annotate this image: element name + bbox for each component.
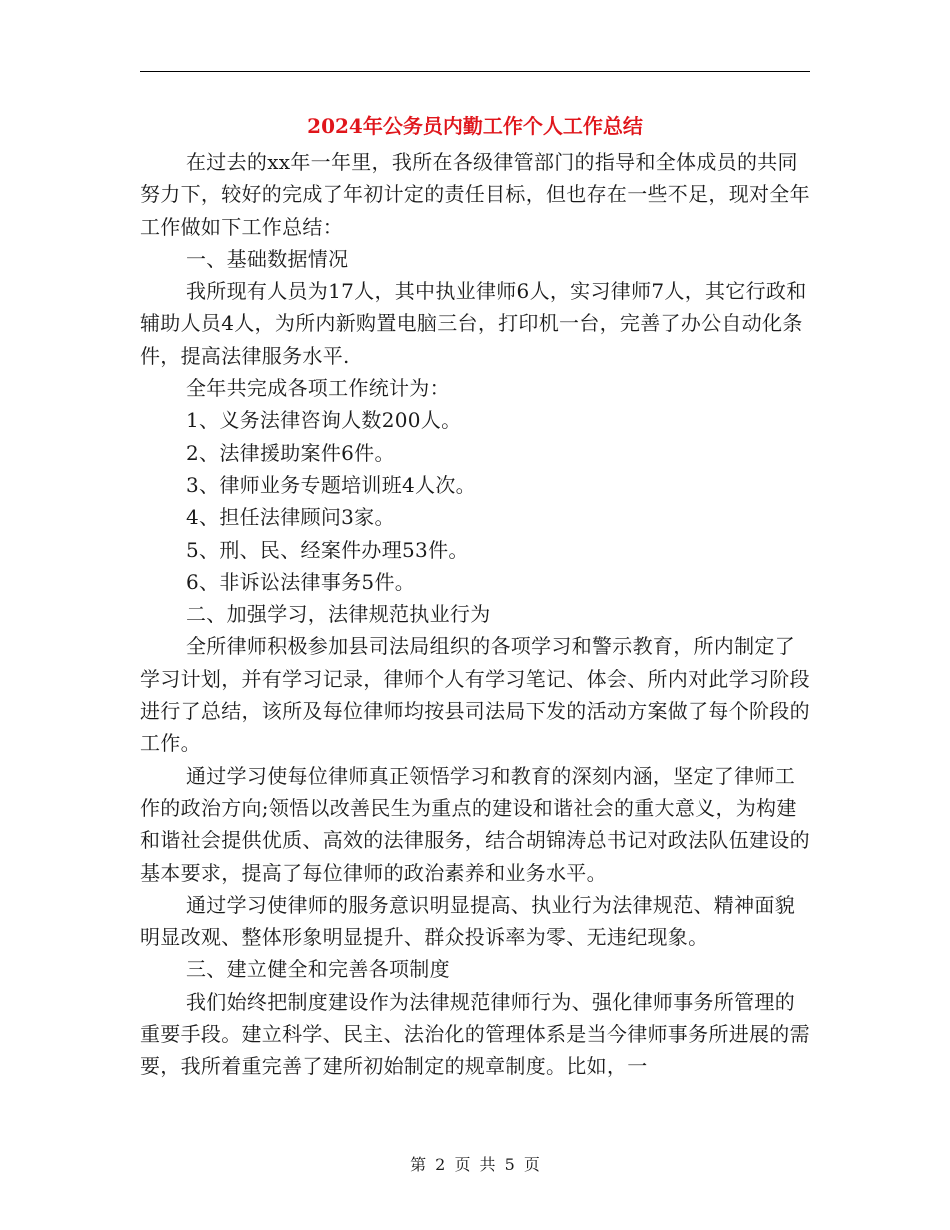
paragraph-stats-intro: 全年共完成各项工作统计为： bbox=[186, 376, 450, 401]
document-title: 2024年公务员内勤工作个人工作总结 bbox=[307, 114, 643, 138]
paragraph-intro: 在过去的xx年一年里，我所在各级律管部门的指导和全体成员的共同努力下，较好的完成了年初计定的责任目标，但也存在一些不足，现对全年工作做如下工作总结： bbox=[140, 150, 810, 239]
list-item-legal-aid: 2、法律援助案件6件。 bbox=[186, 440, 395, 465]
list-item-training: 3、律师业务专题培训班4人次。 bbox=[186, 472, 476, 497]
list-item-legal-advisor: 4、担任法律顾问3家。 bbox=[186, 505, 395, 530]
paragraph-study-plan: 全所律师积极参加县司法局组织的各项学习和警示教育，所内制定了学习计划，并有学习记录，律师个人有学习笔记、体会、所内对此学习阶段进行了总结，该所及每位律师均按县司法局下发的活动方案做了每个阶段的工作。 bbox=[140, 634, 810, 756]
page-number-footer: 第 2 页 共 5 页 bbox=[410, 1155, 540, 1174]
section-heading-systems: 三、建立健全和完善各项制度 bbox=[186, 957, 450, 982]
section-heading-study: 二、加强学习，法律规范执业行为 bbox=[186, 602, 491, 627]
list-item-consultation: 1、义务法律咨询人数200人。 bbox=[186, 408, 462, 433]
list-item-cases: 5、刑、民、经案件办理53件。 bbox=[186, 537, 469, 562]
section-heading-basic-data: 一、基础数据情况 bbox=[186, 246, 349, 271]
paragraph-staff: 我所现有人员为17人，其中执业律师6人，实习律师7人，其它行政和辅助人员4人，为所内新购置电脑三台，打印机一台，完善了办公自动化条件，提高法律服务水平. bbox=[140, 279, 807, 368]
paragraph-study-result: 通过学习使律师的服务意识明显提高、执业行为法律规范、精神面貌明显改观、整体形象明显提升、群众投诉率为零、无违纪现象。 bbox=[140, 892, 795, 950]
document-body bbox=[140, 146, 812, 1083]
paragraph-systems: 我们始终把制度建设作为法律规范律师行为、强化律师事务所管理的重要手段。建立科学、民主、法治化的管理体系是当今律师事务所进展的需要，我所着重完善了建所初始制定的规章制度。比如，一 bbox=[140, 989, 810, 1079]
list-item-non-litigation: 6、非诉讼法律事务5件。 bbox=[186, 569, 416, 594]
header-rule bbox=[140, 71, 810, 72]
paragraph-study-effect: 通过学习使每位律师真正领悟学习和教育的深刻内涵，坚定了律师工作的政治方向;领悟以改善民生为重点的建设和谐社会的重大意义，为构建和谐社会提供优质、高效的法律服务，结合胡锦涛总书记对政法队伍建设的基本要求，提高了每位律师的政治素养和业务水平。 bbox=[140, 763, 810, 885]
